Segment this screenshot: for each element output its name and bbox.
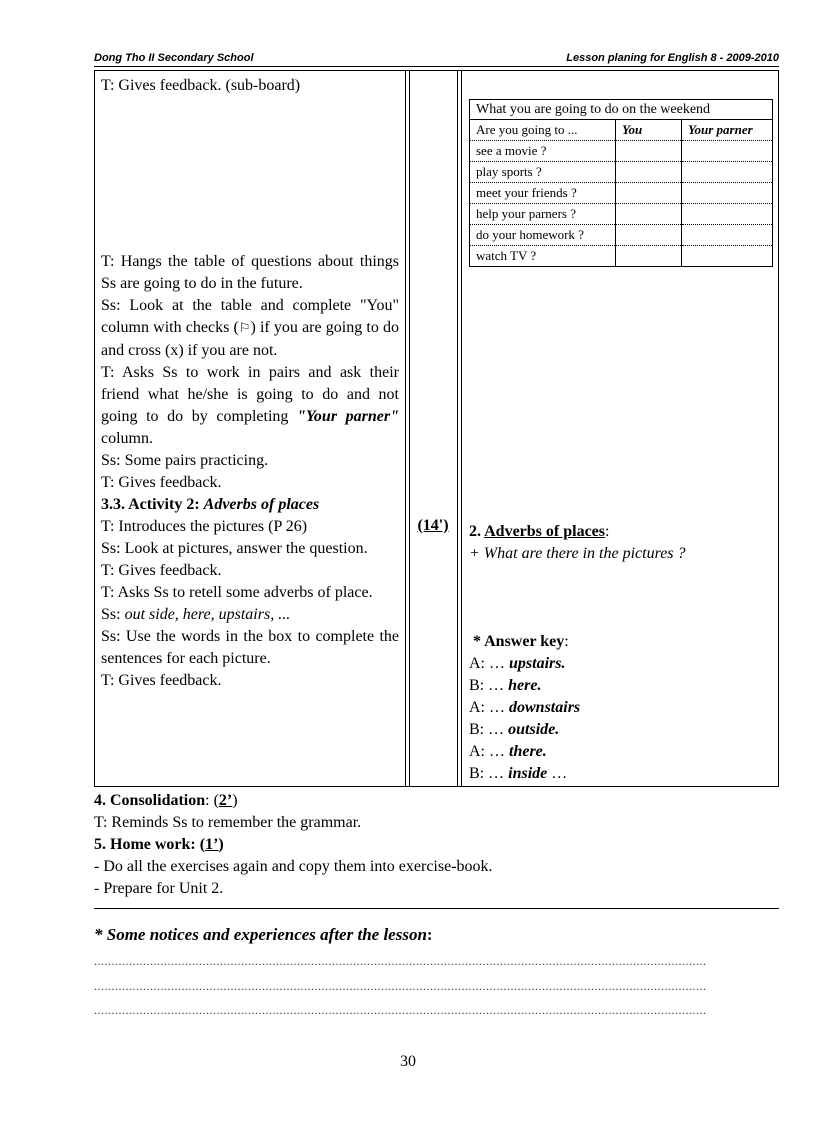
text: Ss: Look at the table and complete "You" column with checks ( — [101, 297, 399, 336]
table-header: You — [616, 120, 682, 141]
homework-time: 1’ — [205, 836, 219, 853]
text: : — [605, 523, 610, 540]
grammar-section — [469, 521, 769, 785]
homework-heading — [94, 834, 784, 856]
answer-key-label — [469, 631, 769, 653]
notes-line: ............................................................................................................................................................................... — [94, 954, 707, 968]
homework-line: - Do all the exercises again and copy them into exercise-book. — [94, 858, 493, 875]
table-cell — [616, 225, 682, 246]
table-cell: see a movie ? — [470, 141, 616, 162]
procedure-line — [101, 362, 399, 450]
column-name: "Your parner" — [297, 408, 400, 425]
notes-line: ............................................................................................................................................................................... — [94, 1003, 707, 1017]
table-header: Your parner — [682, 120, 773, 141]
procedure-line: T: Gives feedback. (sub-board) — [101, 77, 301, 94]
procedure-line — [101, 295, 399, 362]
table-title: What you are going to do on the weekend — [470, 100, 773, 120]
text: A: … — [469, 743, 509, 760]
procedure-line: T: Introduces the pictures (P 26) — [101, 518, 308, 535]
activity-title: Adverbs of places — [203, 496, 320, 513]
text: 4. Consolidation — [94, 792, 206, 809]
table-cell — [682, 225, 773, 246]
procedure-line: T: Asks Ss to retell some adverbs of place. — [101, 584, 373, 601]
consolidation-time: 2’ — [218, 792, 233, 809]
table-header: Are you going to ... — [470, 120, 616, 141]
table-cell — [616, 141, 682, 162]
text: A: … — [469, 699, 509, 716]
text: … — [547, 765, 568, 782]
column-divider — [405, 71, 406, 786]
answer-word: downstairs — [509, 699, 581, 716]
consolidation-heading — [94, 790, 784, 812]
time-value: (14') — [417, 517, 449, 534]
adverb-examples: out side, here, upstairs, ... — [124, 606, 291, 623]
answer-word: there. — [509, 743, 547, 760]
answer-word: inside — [508, 765, 548, 782]
answer-line — [469, 653, 769, 675]
time-cell — [409, 517, 457, 535]
table-row — [470, 204, 773, 225]
page-header — [94, 50, 779, 67]
table-row — [470, 141, 773, 162]
section-heading — [469, 521, 769, 543]
procedure-column — [101, 75, 399, 692]
procedure-line: Ss: Some pairs practicing. — [101, 452, 269, 469]
answer-word: here. — [508, 677, 542, 694]
text: B: … — [469, 677, 509, 694]
text: ) if you are going to do and cross (x) if you are not. — [101, 319, 400, 359]
notices-heading — [94, 925, 433, 945]
page-number: 30 — [400, 1053, 416, 1070]
procedure-line: Ss: Use the words in the box to complete the sentences for each picture. — [101, 628, 399, 667]
procedure-line: T: Hangs the table of questions about things Ss are going to do in the future. — [101, 253, 399, 292]
text: Ss: — [101, 606, 125, 623]
table-cell — [682, 141, 773, 162]
activity-label: 3.3. Activity 2: — [101, 496, 204, 513]
procedure-line: T: Gives feedback. — [101, 474, 222, 491]
school-name: Dong Tho II Secondary School — [94, 52, 254, 64]
procedure-line: Ss: Look at pictures, answer the question. — [101, 540, 368, 557]
text: B: … — [469, 721, 509, 738]
notes-line: ............................................................................................................................................................................... — [94, 979, 707, 993]
table-cell — [616, 204, 682, 225]
table-cell — [616, 246, 682, 267]
consolidation-text: T: Reminds Ss to remember the grammar. — [94, 814, 362, 831]
section-number: 2. — [469, 523, 485, 540]
answer-word: outside. — [508, 721, 560, 738]
text: column. — [101, 430, 153, 447]
table-cell — [682, 183, 773, 204]
table-row — [470, 225, 773, 246]
text: * Answer key — [473, 633, 565, 650]
table-cell — [682, 204, 773, 225]
answer-line — [469, 675, 769, 697]
closing-section — [94, 790, 784, 900]
divider — [94, 908, 779, 909]
procedure-line: T: Gives feedback. — [101, 562, 222, 579]
weekend-table — [469, 99, 773, 267]
table-cell — [616, 183, 682, 204]
text: A: … — [469, 655, 509, 672]
table-row — [470, 162, 773, 183]
text: * Some notices and experiences after the lesson — [94, 925, 427, 944]
table-cell: play sports ? — [470, 162, 616, 183]
answer-line — [469, 741, 769, 763]
text: ) — [218, 836, 224, 853]
section-question: + What are there in the pictures ? — [469, 545, 686, 562]
table-cell: meet your friends ? — [470, 183, 616, 204]
table-cell — [682, 162, 773, 183]
section-title: Adverbs of places — [484, 523, 606, 540]
answer-line — [469, 719, 769, 741]
lesson-table — [94, 70, 779, 787]
activity-heading — [101, 494, 399, 516]
text: T: Asks Ss to work in pairs and ask their friend what he/she is going to do and not going to do by completing — [101, 364, 399, 425]
table-cell: watch TV ? — [470, 246, 616, 267]
column-divider — [409, 71, 410, 786]
table-row — [470, 246, 773, 267]
answer-word: upstairs. — [509, 655, 566, 672]
procedure-line — [101, 604, 399, 626]
table-row — [470, 183, 773, 204]
table-cell: do your homework ? — [470, 225, 616, 246]
answer-line — [469, 697, 769, 719]
column-divider — [461, 71, 462, 786]
text: B: … — [469, 765, 509, 782]
text: : — [426, 925, 433, 944]
table-cell: help your parners ? — [470, 204, 616, 225]
table-cell — [682, 246, 773, 267]
procedure-line: T: Gives feedback. — [101, 672, 222, 689]
text: ) — [232, 792, 238, 809]
text: 5. Home work: ( — [94, 836, 206, 853]
plan-title: Lesson planing for English 8 - 2009-2010 — [566, 52, 779, 64]
text: : — [564, 633, 569, 650]
answer-line — [469, 763, 769, 785]
column-divider — [457, 71, 458, 786]
check-icon: ⚐ — [238, 321, 251, 336]
homework-line: - Prepare for Unit 2. — [94, 880, 224, 897]
text: : ( — [205, 792, 219, 809]
table-cell — [616, 162, 682, 183]
